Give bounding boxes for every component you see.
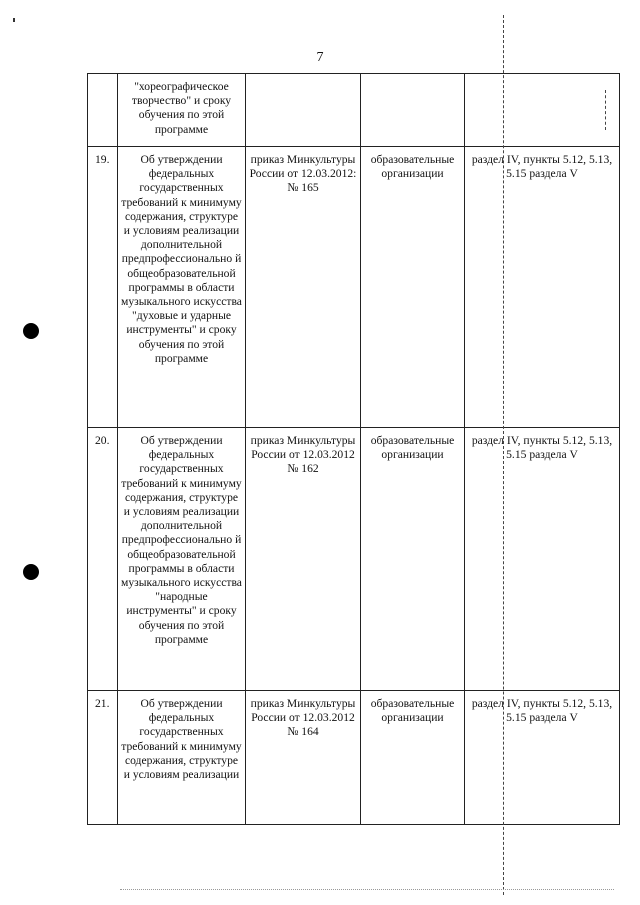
applicable-scope: образовательные организации (361, 428, 465, 691)
applicable-scope: образовательные организации (361, 147, 465, 428)
scan-artifact-line (503, 15, 504, 895)
document-title: "хореографическое творчество" и сроку обучения по этой программе (118, 74, 246, 147)
table-row-continuation (88, 74, 620, 147)
punch-hole-mark (23, 564, 39, 580)
document-title: Об утверждении федеральных государственных требований к минимуму содержания, структуре и условиям реализации дополнительной предпрофессионально й общеобразовательной программы в области музыкального искусства "народные инструменты" и сроку обучения по этой программе (118, 428, 246, 691)
punch-hole-mark (23, 323, 39, 339)
table-row-20 (88, 428, 620, 691)
document-title: Об утверждении федеральных государственных требований к минимуму содержания, структуре и условиям реализации дополнительной предпрофессионально й общеобразовательной программы в области музыкального искусства "духовые и ударные инструменты" и сроку обучения по этой программе (118, 147, 246, 428)
table-row-19 (88, 147, 620, 428)
document-reference: приказ Минкультуры России от 12.03.2012: № 165 (246, 147, 361, 428)
document-table (87, 73, 620, 825)
document-reference (246, 74, 361, 147)
row-number (88, 74, 118, 147)
document-title: Об утверждении федеральных государственных требований к минимуму содержания, структуре и условиям реализации (118, 691, 246, 825)
scan-tick-mark (13, 18, 15, 22)
row-number: 19. (88, 147, 118, 428)
requirement-sections: раздел IV, пункты 5.12, 5.13, 5.15 раздела V (465, 428, 620, 691)
row-number: 21. (88, 691, 118, 825)
page-number: 7 (316, 50, 324, 65)
requirement-sections: раздел IV, пункты 5.12, 5.13, 5.15 раздела V (465, 691, 620, 825)
row-number: 20. (88, 428, 118, 691)
applicable-scope (361, 74, 465, 147)
scan-artifact-line (120, 889, 614, 890)
document-reference: приказ Минкультуры России от 12.03.2012 № 162 (246, 428, 361, 691)
scan-artifact-line (605, 90, 606, 130)
requirement-sections (465, 74, 620, 147)
document-reference: приказ Минкультуры России от 12.03.2012 № 164 (246, 691, 361, 825)
requirement-sections: раздел IV, пункты 5.12, 5.13, 5.15 раздела V (465, 147, 620, 428)
table-row-21 (88, 691, 620, 825)
applicable-scope: образовательные организации (361, 691, 465, 825)
